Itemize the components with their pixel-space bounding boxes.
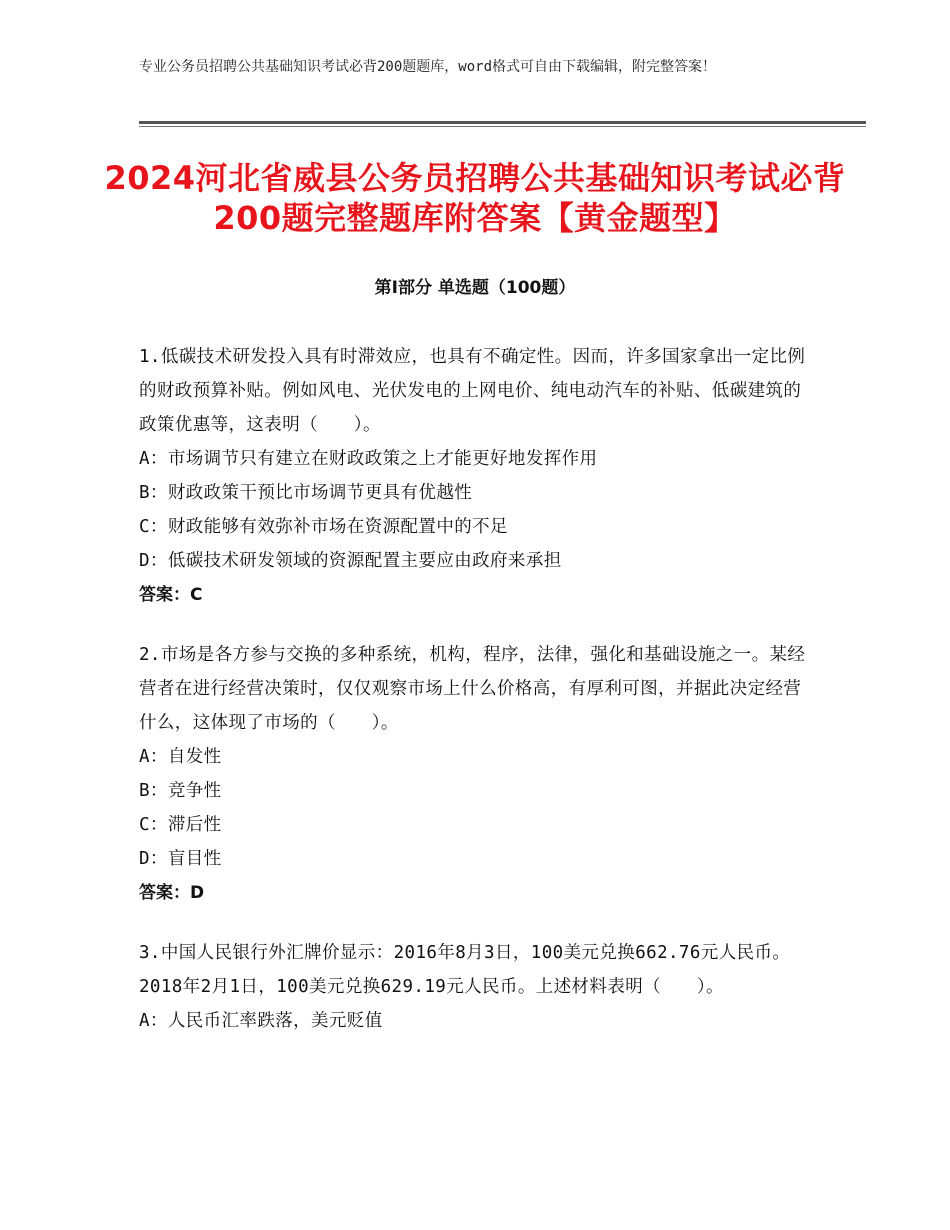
option-a: A：人民币汇率跌落，美元贬值	[139, 1011, 383, 1031]
question-2	[139, 638, 811, 910]
option-a: A：市场调节只有建立在财政政策之上才能更好地发挥作用	[139, 449, 598, 469]
option-c: C：滞后性	[139, 815, 222, 835]
question-list	[139, 340, 811, 1064]
question-stem: 1.低碳技术研发投入具有时滞效应，也具有不确定性。因而，许多国家拿出一定比例的财政预算补贴。例如风电、光伏发电的上网电价、纯电动汽车的补贴、低碳建筑的政策优惠等，这表明（ ）。	[139, 347, 806, 435]
answer-line: 答案：D	[139, 883, 205, 903]
answer-line: 答案：C	[139, 585, 203, 605]
question-1	[139, 340, 811, 612]
section-title: 第Ⅰ部分 单选题（100题）	[374, 278, 576, 298]
option-b: B：财政政策干预比市场调节更具有优越性	[139, 483, 473, 503]
document-title: 2024河北省威县公务员招聘公共基础知识考试必背200题完整题库附答案【黄金题型】	[104, 159, 846, 237]
question-stem: 2.市场是各方参与交换的多种系统，机构，程序，法律，强化和基础设施之一。某经营者在进行经营决策时，仅仅观察市场上什么价格高，有厚利可图，并据此决定经营什么，这体现了市场的（ ）。	[139, 645, 806, 733]
option-c: C：财政能够有效弥补市场在资源配置中的不足	[139, 517, 508, 537]
option-d: D：盲目性	[139, 849, 222, 869]
question-stem: 3.中国人民银行外汇牌价显示：2016年8月3日，100美元兑换662.76元人民币。2018年2月1日，100美元兑换629.19元人民币。上述材料表明（ ）。	[139, 943, 791, 997]
question-3	[139, 936, 811, 1038]
header-note: 专业公务员招聘公共基础知识考试必背200题题库，word格式可自由下载编辑，附完整答案！	[139, 59, 716, 75]
option-d: D：低碳技术研发领域的资源配置主要应由政府来承担	[139, 551, 562, 571]
option-a: A：自发性	[139, 747, 222, 767]
header-divider-thin	[139, 126, 866, 127]
option-b: B：竞争性	[139, 781, 222, 801]
header-divider-thick	[139, 121, 866, 124]
